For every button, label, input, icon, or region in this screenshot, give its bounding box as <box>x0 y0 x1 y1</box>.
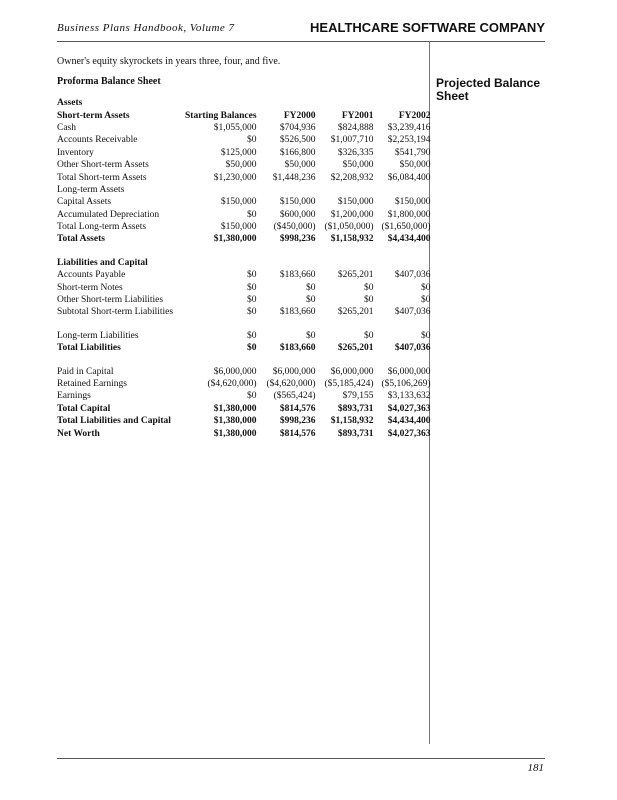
table-row <box>57 403 431 415</box>
row-label: Net Worth <box>57 428 100 439</box>
value-cell: ($5,106,269) <box>381 379 431 389</box>
row-label: Other Short-term Liabilities <box>57 295 164 306</box>
value-cell: $150,000 <box>279 197 316 208</box>
intro-text: Owner's equity skyrockets in years three, four, and five. <box>57 56 281 67</box>
value-cell <box>257 184 316 196</box>
value-cell <box>185 97 257 109</box>
table-row <box>57 196 431 208</box>
value-cell: $1,380,000 <box>213 428 257 439</box>
side-title: Projected Balance Sheet <box>436 76 541 103</box>
value-cell: $1,007,710 <box>330 135 374 146</box>
table-row <box>57 159 431 171</box>
value-cell: $0 <box>247 391 257 402</box>
value-cell: $0 <box>364 282 374 293</box>
row-label: Long-term Assets <box>57 184 125 195</box>
table-row <box>57 281 431 293</box>
row-label: Short-term Notes <box>57 282 123 293</box>
value-cell: $0 <box>247 135 257 146</box>
value-cell: $6,084,400 <box>387 172 431 183</box>
value-cell: $0 <box>306 295 316 306</box>
value-cell: $150,000 <box>220 197 257 208</box>
value-cell: $1,158,932 <box>330 416 374 427</box>
value-cell: FY2002 <box>398 110 431 121</box>
table-row <box>57 390 431 402</box>
value-cell <box>316 257 374 269</box>
value-cell: $893,731 <box>337 403 374 414</box>
table-row <box>57 184 431 196</box>
table-row <box>57 122 431 134</box>
row-label: Assets <box>57 98 83 109</box>
value-cell: $998,236 <box>279 416 316 427</box>
value-cell <box>257 97 316 109</box>
value-cell: $0 <box>247 295 257 306</box>
value-cell <box>316 184 374 196</box>
value-cell: $50,000 <box>284 160 316 171</box>
value-cell <box>374 97 431 109</box>
value-cell: ($565,424) <box>273 391 316 402</box>
table-row <box>57 171 431 183</box>
table-row <box>57 109 431 121</box>
value-cell: $0 <box>421 282 431 293</box>
row-label: Cash <box>57 122 76 133</box>
value-cell: $79,155 <box>342 391 374 402</box>
table-row <box>57 342 431 354</box>
table-row <box>57 221 431 233</box>
value-cell: ($1,650,000) <box>381 222 431 233</box>
value-cell <box>185 257 257 269</box>
table-row <box>57 294 431 306</box>
table-row <box>57 354 431 365</box>
value-cell: ($5,185,424) <box>324 379 374 389</box>
row-label: Inventory <box>57 147 94 158</box>
value-cell: $125,000 <box>220 147 257 158</box>
value-cell: $1,380,000 <box>213 234 257 245</box>
value-cell: $265,201 <box>337 307 374 318</box>
table-row <box>57 330 431 342</box>
value-cell: $166,800 <box>279 147 316 158</box>
row-label: Total Liabilities <box>57 343 121 354</box>
row-label: Accumulated Depreciation <box>57 209 160 220</box>
value-cell: FY2001 <box>341 110 374 121</box>
value-cell: $1,380,000 <box>213 416 257 427</box>
value-cell: $0 <box>306 330 316 341</box>
value-cell: $0 <box>247 209 257 220</box>
value-cell: $0 <box>247 343 257 354</box>
value-cell: $183,660 <box>279 343 316 354</box>
table-row <box>57 97 431 109</box>
value-cell: $814,576 <box>279 403 316 414</box>
value-cell: $1,158,932 <box>330 234 374 245</box>
value-cell: $0 <box>421 295 431 306</box>
value-cell <box>185 184 257 196</box>
row-label: Retained Earnings <box>57 379 127 389</box>
value-cell <box>316 97 374 109</box>
row-label: Total Assets <box>57 234 105 245</box>
value-cell: $0 <box>247 330 257 341</box>
value-cell: $541,790 <box>394 147 431 158</box>
value-cell: $6,000,000 <box>272 366 316 377</box>
table-row <box>57 378 431 390</box>
row-label: Liabilities and Capital <box>57 257 148 268</box>
value-cell <box>374 257 431 269</box>
value-cell <box>257 257 316 269</box>
value-cell: $150,000 <box>220 222 257 233</box>
table-row <box>57 233 431 245</box>
row-label: Earnings <box>57 391 91 402</box>
value-cell: $4,027,363 <box>387 428 431 439</box>
value-cell: $50,000 <box>399 160 431 171</box>
row-label: Total Long-term Assets <box>57 222 147 233</box>
value-cell: $0 <box>247 307 257 318</box>
page-number: 181 <box>527 762 544 774</box>
value-cell: $407,036 <box>394 270 431 281</box>
value-cell: ($1,050,000) <box>324 222 374 233</box>
table-row <box>57 269 431 281</box>
value-cell: $6,000,000 <box>213 366 257 377</box>
value-cell: $1,380,000 <box>213 403 257 414</box>
value-cell: $183,660 <box>279 307 316 318</box>
balance-sheet-table <box>57 97 431 440</box>
sheet-title: Proforma Balance Sheet <box>57 76 161 87</box>
value-cell: ($4,620,000) <box>266 379 316 389</box>
table-row <box>57 365 431 377</box>
value-cell: $2,253,194 <box>387 135 431 146</box>
value-cell: $326,335 <box>337 147 374 158</box>
table-row <box>57 209 431 221</box>
table-row <box>57 147 431 159</box>
table-row <box>57 427 431 439</box>
row-label: Total Short-term Assets <box>57 172 147 183</box>
row-label: Paid in Capital <box>57 366 114 377</box>
spacer-cell <box>57 319 431 330</box>
value-cell: $407,036 <box>394 307 431 318</box>
value-cell: $0 <box>364 330 374 341</box>
value-cell: $0 <box>421 330 431 341</box>
row-label: Accounts Receivable <box>57 135 138 146</box>
spacer-cell <box>57 246 431 257</box>
value-cell: $4,434,400 <box>387 234 431 245</box>
value-cell: $526,500 <box>279 135 316 146</box>
value-cell: $824,888 <box>337 122 374 133</box>
table-row <box>57 134 431 146</box>
value-cell: $814,576 <box>279 428 316 439</box>
table-row <box>57 415 431 427</box>
table-row <box>57 257 431 269</box>
value-cell: $4,434,400 <box>387 416 431 427</box>
header-divider <box>57 41 545 42</box>
value-cell: $50,000 <box>225 160 257 171</box>
row-label: Capital Assets <box>57 197 112 208</box>
value-cell: $265,201 <box>337 343 374 354</box>
footer-divider <box>57 758 545 759</box>
value-cell: $1,448,236 <box>272 172 316 183</box>
value-cell: $150,000 <box>337 197 374 208</box>
value-cell: $1,800,000 <box>387 209 431 220</box>
row-label: Total Liabilities and Capital <box>57 416 171 427</box>
value-cell: $50,000 <box>342 160 374 171</box>
value-cell: $265,201 <box>337 270 374 281</box>
value-cell: $893,731 <box>337 428 374 439</box>
running-header-section: HEALTHCARE SOFTWARE COMPANY <box>310 20 545 35</box>
value-cell: Starting Balances <box>185 110 257 121</box>
value-cell: $998,236 <box>279 234 316 245</box>
table-row <box>57 306 431 318</box>
value-cell: FY2000 <box>283 110 316 121</box>
value-cell: $0 <box>306 282 316 293</box>
row-label: Long-term Liabilities <box>57 330 139 341</box>
value-cell: $183,660 <box>279 270 316 281</box>
row-label: Accounts Payable <box>57 270 126 281</box>
value-cell: $1,200,000 <box>330 209 374 220</box>
value-cell: $407,036 <box>394 343 431 354</box>
value-cell: $0 <box>364 295 374 306</box>
value-cell: $1,230,000 <box>213 172 257 183</box>
value-cell: $600,000 <box>279 209 316 220</box>
value-cell: $1,055,000 <box>213 122 257 133</box>
value-cell: $0 <box>247 270 257 281</box>
running-header-title: Business Plans Handbook, Volume 7 <box>57 22 235 34</box>
value-cell: ($4,620,000) <box>207 379 257 389</box>
value-cell: $6,000,000 <box>387 366 431 377</box>
row-label: Subtotal Short-term Liabilities <box>57 307 174 318</box>
value-cell: $704,936 <box>279 122 316 133</box>
value-cell: $3,133,632 <box>387 391 431 402</box>
value-cell: $4,027,363 <box>387 403 431 414</box>
table-row <box>57 246 431 257</box>
value-cell: $0 <box>247 282 257 293</box>
row-label: Other Short-term Assets <box>57 160 149 171</box>
value-cell: $3,239,416 <box>387 122 431 133</box>
value-cell: $150,000 <box>394 197 431 208</box>
row-label: Short-term Assets <box>57 110 130 121</box>
spacer-cell <box>57 354 431 365</box>
table-row <box>57 319 431 330</box>
row-label: Total Capital <box>57 403 111 414</box>
value-cell: ($450,000) <box>273 222 316 233</box>
value-cell: $2,208,932 <box>330 172 374 183</box>
value-cell <box>374 184 431 196</box>
value-cell: $6,000,000 <box>330 366 374 377</box>
